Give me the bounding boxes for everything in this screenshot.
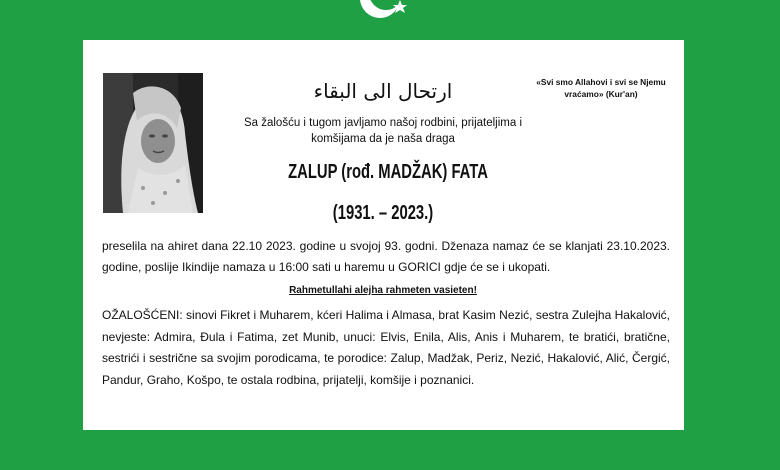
intro-text: Sa žalošću i tugom javljamo našoj rodbini, prijateljima i komšijama da je naša draga	[243, 117, 523, 145]
quran-quote: «Svi smo Allahovi i svi se Njemu vraćamo» (Kur'an)	[536, 77, 666, 99]
deceased-name: ZALUP (rođ. MADŽAK) FATA	[288, 161, 488, 183]
life-years: (1931. – 2023.)	[332, 202, 434, 224]
obituary-card	[83, 40, 684, 430]
svg-text:ارتحال الى البقاء: ارتحال الى البقاء	[313, 79, 453, 103]
crescent-star-icon	[348, 0, 418, 28]
portrait-photo	[103, 73, 203, 213]
funeral-details: preselila na ahiret dana 22.10 2023. godine u svojoj 93. godni. Dženaza namaz će se klanjati 23.10.2023. godine, poslije Ikindije namaza u 16:00 sati u haremu u GORICI gdje će se i ukopati.	[102, 239, 670, 274]
mourners-list: OŽALOŠĆENI: sinovi Fikret i Muharem, kćeri Halima i Almasa, brat Kasim Nezić, sestra Zulejha Hakalović, nevjeste: Admira, Đula i Fatima, zet Munib, unuci: Elvis, Enila, Alis, Anis i Muharem, te bratići, bratične, sestrići i sestrične sa svojim porodicama, te porodice: Zalup, Madžak, Periz, Nezić, Hakalović, Alić, Čergić, Pandur, Graho, Košpo, te ostala rodbina, prijatelji, komšije i poznanici.	[102, 308, 670, 387]
prayer-line: Rahmetullahi alejha rahmeten vasieten!	[289, 285, 477, 296]
arabic-calligraphy	[313, 76, 453, 106]
